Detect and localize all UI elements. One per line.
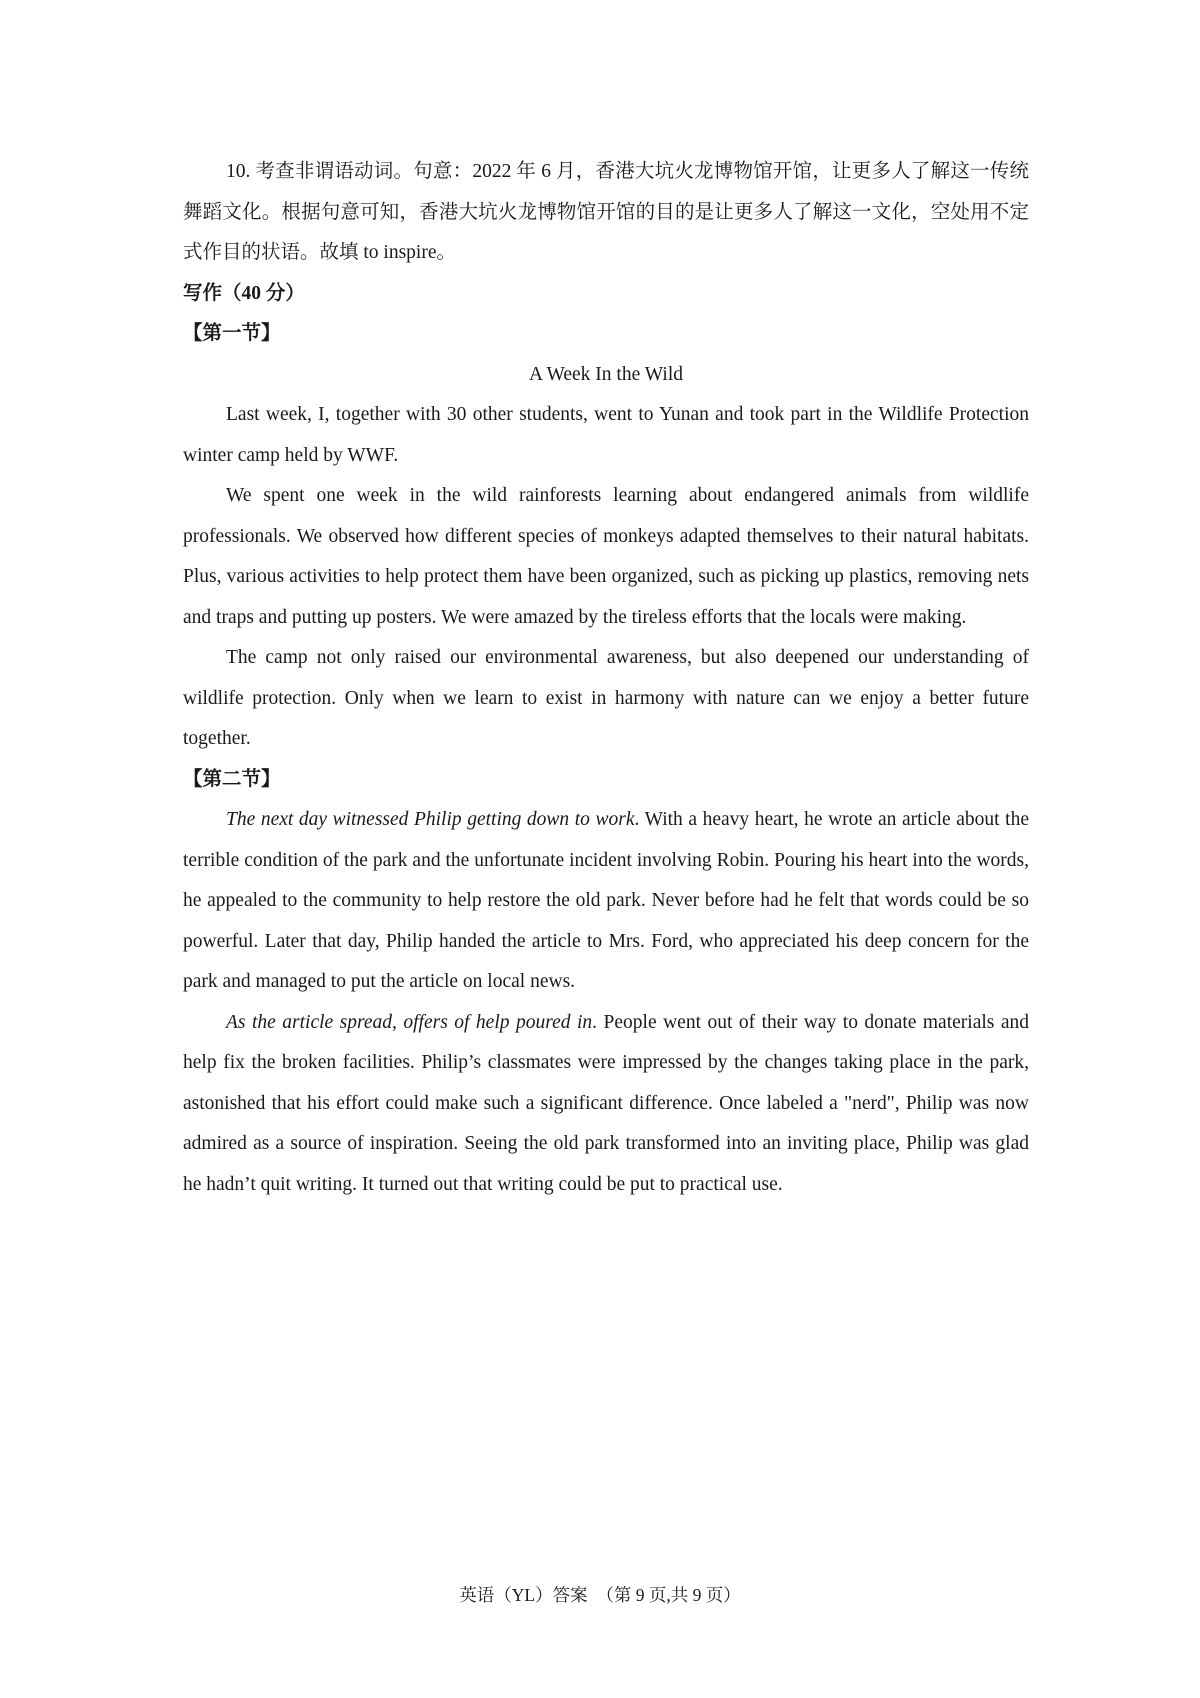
writing-heading: 写作（40 分） <box>183 282 305 304</box>
section-1-paragraph: We spent one week in the wild rainforests learning about endangered animals from wildlife professionals. We observed how different species of monkeys adapted themselves to their natural habitats. Plus, various activities to help protect them have been organized, such as picking up plastics, removing nets and traps and putting up posters. We were amazed by the tireless efforts that the locals were making. <box>183 485 1029 628</box>
section-2-heading: 【第二节】 <box>183 768 281 790</box>
paragraph-lead-sentence: The next day witnessed Philip getting down to work <box>226 809 635 830</box>
essay-title: A Week In the Wild <box>529 363 683 385</box>
section-1-heading: 【第一节】 <box>183 323 281 344</box>
paragraph-body: . People went out of their way to donate materials and help fix the broken facilities. Philip’s classmates were impressed by the changes taking place in the park, astonished that his effort could make such a significant difference. Once labeled a "nerd", Philip was now admired as a source of inspiration. Seeing the old park transformed into an inviting place, Philip was glad he hadn’t quit writing. It turned out that writing could be put to practical use. <box>183 1011 1029 1195</box>
section-1-paragraph: Last week, I, together with 30 other students, went to Yunan and took part in the Wildlife Protection winter camp held by WWF. <box>183 404 1029 466</box>
answer-content <box>183 152 1029 1205</box>
section-2-paragraph <box>183 1003 1029 1206</box>
page-footer: 英语（YL）答案 （第 9 页,共 9 页） <box>459 1585 741 1605</box>
answer-10-explanation: 10. 考查非谓语动词。句意：2022 年 6 月，香港大坑火龙博物馆开馆，让更多人了解这一传统舞蹈文化。根据句意可知，香港大坑火龙博物馆开馆的目的是让更多人了解这一文化，空处用不定式作目的状语。故填 to inspire。 <box>183 161 1029 263</box>
paragraph-lead-sentence: As the article spread, offers of help poured in <box>226 1011 593 1033</box>
section-2-paragraph <box>183 800 1029 1003</box>
section-1-paragraph: The camp not only raised our environmental awareness, but also deepened our understanding of wildlife protection. Only when we learn to exist in harmony with nature can we enjoy a better future together. <box>183 647 1029 749</box>
paragraph-body: . With a heavy heart, he wrote an article about the terrible condition of the park and the unfortunate incident involving Robin. Pouring his heart into the words, he appealed to the community to help restore the old park. Never before had he felt that words could be so powerful. Later that day, Philip handed the article to Mrs. Ford, who appreciated his deep concern for the park and managed to put the article on local news. <box>183 809 1029 992</box>
